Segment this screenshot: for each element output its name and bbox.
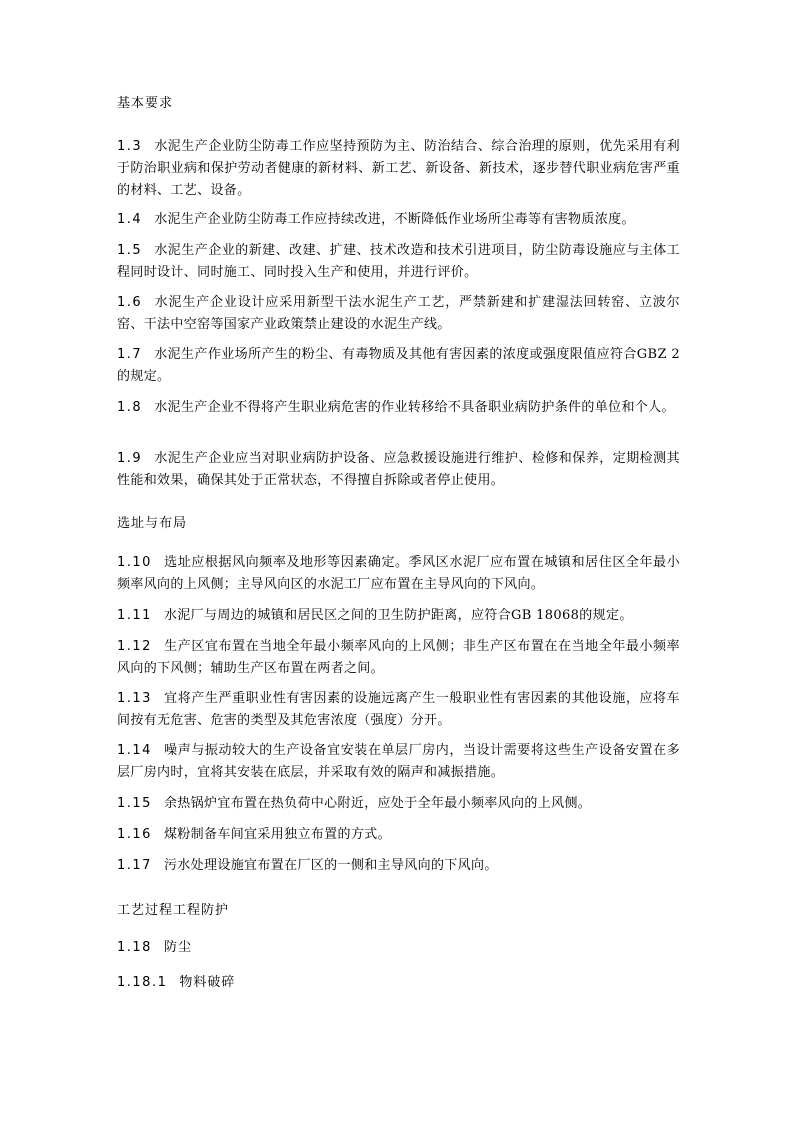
clause-number: 1.4	[117, 212, 143, 227]
clause-text: 水泥厂与周边的城镇和居民区之间的卫生防护距离，应符合GB 18068的规定。	[163, 608, 633, 623]
clause-text: 宜将产生严重职业性有害因素的设施远离产生一般职业性有害因素的其他设施，应将车间按有无危害、危害的类型及其危害浓度（强度）分开。	[117, 691, 680, 728]
clause-number: 1.15	[117, 796, 152, 811]
clause-number: 1.3	[117, 139, 143, 154]
clause-1-16	[117, 824, 680, 846]
clause-number: 1.9	[117, 451, 143, 466]
subsection-1-18-1	[117, 975, 235, 991]
clause-1-14	[117, 740, 680, 784]
clause-text: 水泥生产企业设计应采用新型干法水泥生产工艺，严禁新建和扩建湿法回转窑、立波尔窑、干法中空窑等国家产业政策禁止建设的水泥生产线。	[117, 295, 680, 332]
clause-text: 水泥生产企业防尘防毒工作应持续改进，不断降低作业场所尘毒等有害物质浓度。	[154, 212, 635, 227]
clause-text: 水泥生产企业防尘防毒工作应坚持预防为主、防治结合、综合治理的原则，优先采用有利于防治职业病和保护劳动者健康的新材料、新工艺、新设备、新技术，逐步替代职业病危害严重的材料、工艺、设备。	[117, 139, 680, 198]
clause-1-4	[117, 209, 680, 231]
clause-text: 余热锅炉宜布置在热负荷中心附近，应处于全年最小频率风向的上风侧。	[163, 796, 592, 811]
clause-text: 选址应根据风向频率及地形等因素确定。季风区水泥厂应布置在城镇和居住区全年最小频率风向的上风侧；主导风向区的水泥工厂应布置在主导风向的下风向。	[117, 555, 680, 592]
clause-1-17	[117, 855, 680, 877]
clause-number: 1.10	[117, 555, 152, 570]
clause-1-9	[117, 448, 680, 492]
clause-number: 1.16	[117, 827, 152, 842]
clause-number: 1.13	[117, 691, 152, 706]
clause-text: 煤粉制备车间宜采用独立布置的方式。	[163, 827, 391, 842]
clause-number: 1.6	[117, 295, 143, 310]
clause-text: 水泥生产企业的新建、改建、扩建、技术改造和技术引进项目，防尘防毒设施应与主体工程同时设计、同时施工、同时投入生产和使用，并进行评价。	[117, 243, 680, 280]
clause-1-11	[117, 605, 680, 627]
clause-1-7	[117, 344, 680, 388]
subsection-number: 1.18	[117, 940, 152, 955]
clause-text: 水泥生产企业不得将产生职业病危害的作业转移给不具备职业病防护条件的单位和个人。	[154, 400, 675, 415]
subsection-title: 防尘	[163, 940, 192, 955]
section-heading-process-protection: 工艺过程工程防护	[117, 903, 230, 918]
section-heading-basic-requirements: 基本要求	[117, 96, 174, 111]
clause-number: 1.7	[117, 347, 143, 362]
clause-text: 水泥生产作业场所产生的粉尘、有毒物质及其他有害因素的浓度或强度限值应符合GBZ 2的规定。	[117, 347, 680, 384]
clause-number: 1.14	[117, 743, 152, 758]
clause-1-5	[117, 240, 680, 284]
clause-1-8	[117, 397, 680, 419]
clause-1-10	[117, 552, 680, 596]
clause-text: 噪声与振动较大的生产设备宜安装在单层厂房内，当设计需要将这些生产设备安置在多层厂房内时，宜将其安装在底层，并采取有效的隔声和减振措施。	[117, 743, 680, 780]
clause-text: 生产区宜布置在当地全年最小频率风向的上风侧；非生产区布置在在当地全年最小频率风向的下风侧；辅助生产区布置在两者之间。	[117, 639, 680, 676]
clause-text: 污水处理设施宜布置在厂区的一侧和主导风向的下风向。	[163, 858, 498, 873]
clause-number: 1.17	[117, 858, 152, 873]
clause-number: 1.12	[117, 639, 152, 654]
subsection-number: 1.18.1	[117, 975, 168, 990]
subsection-1-18	[117, 940, 192, 956]
clause-1-15	[117, 793, 680, 815]
clause-1-12	[117, 636, 680, 680]
section-heading-site-layout: 选址与布局	[117, 516, 188, 531]
clause-number: 1.8	[117, 400, 143, 415]
clause-1-6	[117, 292, 680, 336]
subsection-title: 物料破碎	[179, 975, 236, 990]
clause-1-3	[117, 136, 680, 202]
clause-1-13	[117, 688, 680, 732]
clause-text: 水泥生产企业应当对职业病防护设备、应急救援设施进行维护、检修和保养，定期检测其性能和效果，确保其处于正常状态，不得擅自拆除或者停止使用。	[117, 451, 680, 488]
clause-number: 1.11	[117, 608, 152, 623]
clause-number: 1.5	[117, 243, 143, 258]
